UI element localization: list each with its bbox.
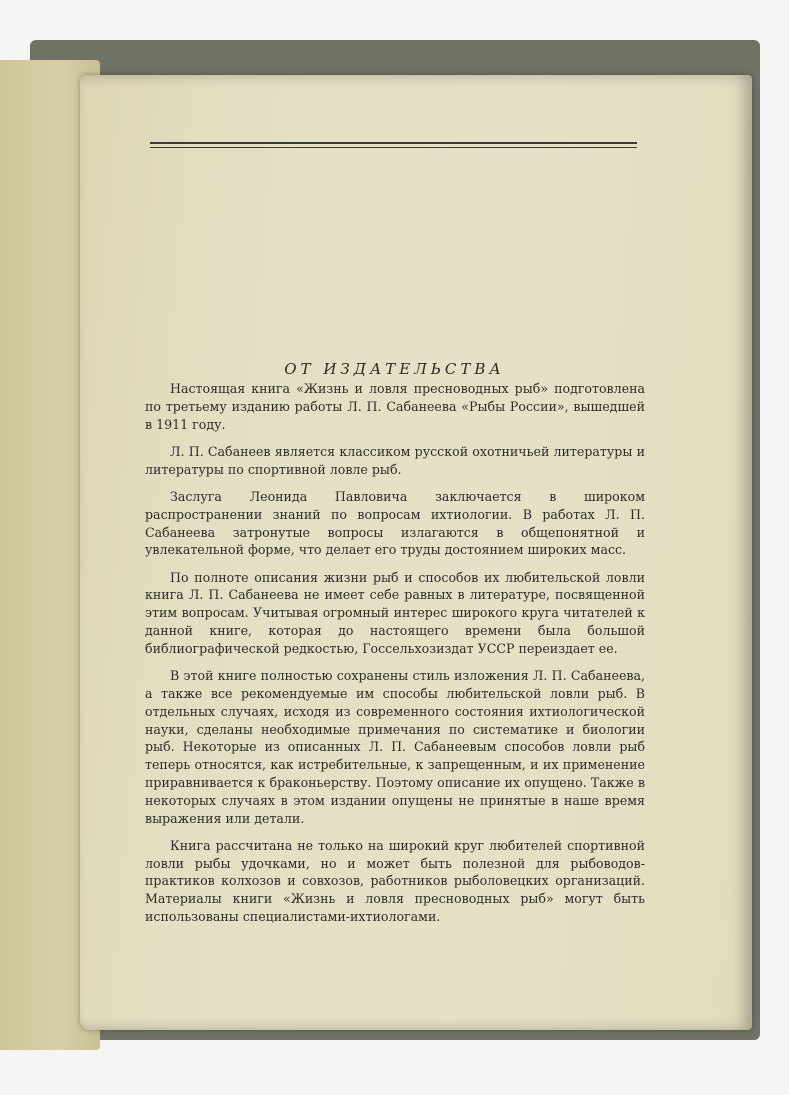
header-rule-thin <box>150 147 637 148</box>
paragraph-2: Л. П. Сабанеев является классиком русской охотничьей литературы и литературы по спортивной ловле рыб. <box>145 443 645 477</box>
paragraph-1: Настоящая книга «Жизнь и ловля пресноводных рыб» подготовлена по третьему изданию работы Л. П. Сабанеева «Рыбы России», вышедшей в 1911 году. <box>145 381 645 432</box>
header-rule-thick <box>150 142 637 144</box>
paragraph-5: В этой книге полностью сохранены стиль изложения Л. П. Сабанеева, а также все рекомендуемые им способы любительской ловли рыб. В отдельных случаях, исходя из современного состояния ихтиологической науки, сделаны необходимые примечания по систематике и биологии рыб. Некоторые из описанных Л. П. Сабанеевым способов ловли рыб теперь относятся, как истребительные, к запрещенным, и их применение приравнивается к браконьерству. Поэтому описание их опущено. Также в некоторых случаях в этом издании опущены не принятые в наше время выражения или детали. <box>145 668 645 826</box>
paragraph-3: Заслуга Леонида Павловича заключается в широком распространении знаний по вопросам ихтиологии. В работах Л. П. Сабанеева затронутые вопросы излагаются в общепонятной и увлекательной форме, что делает его труды достоянием широких масс. <box>145 488 645 558</box>
body-text <box>145 380 645 935</box>
section-heading: ОТ ИЗДАТЕЛЬСТВА <box>284 360 505 378</box>
paragraph-6: Книга рассчитана не только на широкий круг любителей спортивной ловли рыбы удочками, но и может быть полезной для рыбоводов-практиков колхозов и совхозов, работников рыболовецких организаций. Материалы книги «Жизнь и ловля пресноводных рыб» могут быть использованы специалистами-ихтиологами. <box>145 837 645 925</box>
paragraph-4: По полноте описания жизни рыб и способов их любительской ловли книга Л. П. Сабанеева не имеет себе равных в литературе, посвященной этим вопросам. Учитывая огромный интерес широкого круга читателей к данной книге, которая до настоящего времени была большой библиографической редкостью, Госсельхозиздат УССР переиздает ее. <box>145 569 645 656</box>
